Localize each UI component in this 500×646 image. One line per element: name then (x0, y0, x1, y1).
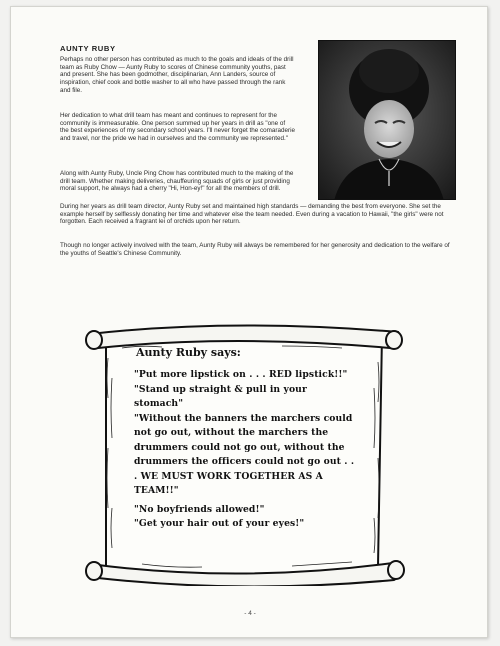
portrait-photo (318, 40, 456, 200)
quote-item: "Get your hair out of your eyes!" (134, 518, 305, 529)
paragraph-intro: Perhaps no other person has contributed as much to the goals and ideals of the drill team as Ruby Chow — Aunty Ruby to scores of Chinese community youths, past and present. She has been godmother, disciplinarian, Ann Landers, source of inspiration, chief cook and bottle washer to all who have passed through the rank and file. (60, 56, 294, 94)
paragraph-closing: Though no longer actively involved with the team, Aunty Ruby will always be remembered for her generosity and dedication to the welfare of the youths of Seattle's Chinese Community. (60, 242, 450, 257)
quote-list (134, 368, 359, 532)
paragraph-director: During her years as drill team director, Aunty Ruby set and maintained high standards — demanding the best from everyone. She set the example herself by selflessly donating her time and whatever else the team needed. Even during a vacation to Hawaii, "the girls" were not forgotten. Each received a fragrant lei of orchids upon her return. (60, 203, 444, 226)
page-number: - 4 - (244, 610, 256, 617)
paragraph-dedication: Her dedication to what drill team has meant and continues to represent for the community is immeasurable. One person summed up her years in drill as "one of the best experiences of my secondary school years. I'll never forget the comaraderie and travel, nor the pride we had in ourselves and the community we represented." (60, 112, 296, 143)
section-heading: AUNTY RUBY (60, 44, 116, 53)
scroll-illustration (82, 318, 412, 586)
quote-item: "Put more lipstick on . . . RED lipstick!!" (134, 369, 348, 380)
scroll-title: Aunty Ruby says: (136, 346, 241, 359)
paragraph-uncle-ping: Along with Aunty Ruby, Uncle Ping Chow has contributed much to the making of the drill team. Whether making deliveries, chauffeuring squads of girls or just providing moral support, he always had a cherry "Hi, Hon-ey!" for all the members of drill. (60, 170, 294, 193)
quote-item: "Without the banners the marchers could not go out, without the marchers the drummers could not go out, without the drummers the officers could not go out . . . WE MUST WORK TOGETHER AS A TEAM!!" (134, 412, 355, 496)
quote-item: "Stand up straight & pull in your stomach" (134, 383, 307, 409)
quote-item: "No boyfriends allowed!" (134, 503, 265, 515)
